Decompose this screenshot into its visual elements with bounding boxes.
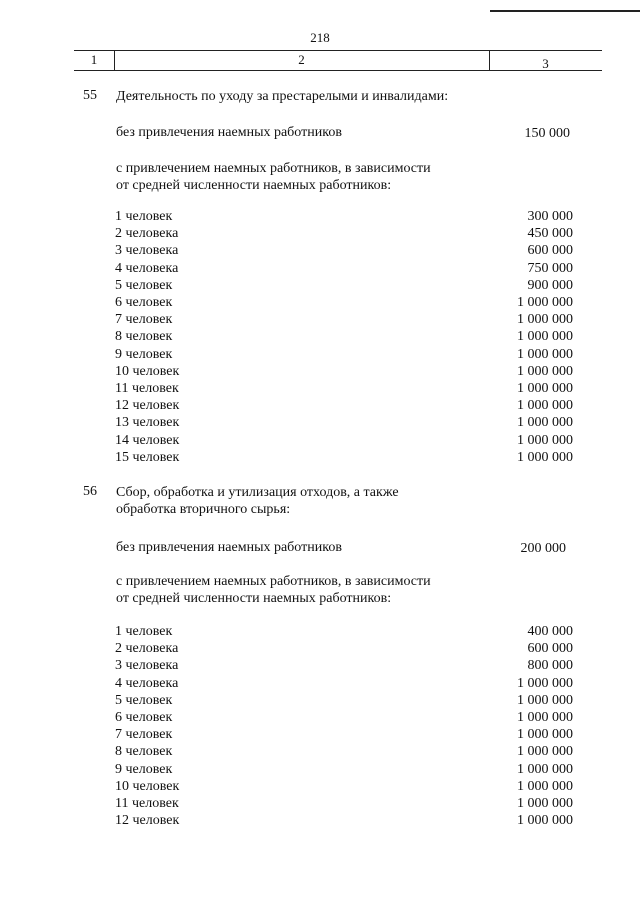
hired-intro: от средней численности наемных работников: (116, 591, 392, 606)
employee-count-label: 10 человек (115, 778, 180, 794)
hired-intro: с привлечением наемных работников, в зависимости (116, 574, 431, 589)
table-row (0, 676, 640, 693)
amount-value: 900 000 (527, 277, 573, 293)
table-row (0, 364, 640, 381)
amount-value: 1 000 000 (517, 710, 573, 725)
amount-value: 1 000 000 (517, 813, 573, 829)
header-top-border (74, 50, 602, 51)
amount-value: 1 000 000 (517, 398, 573, 414)
amount-value: 1 000 000 (517, 761, 573, 777)
employee-count-label: 8 человек (115, 329, 173, 345)
table-row (0, 693, 640, 710)
no-hired-label: без привлечения наемных работников (116, 125, 342, 140)
table-row (0, 398, 640, 415)
table-row (0, 226, 640, 243)
table-row (0, 641, 640, 658)
table-row (0, 796, 640, 813)
column-header-3: 3 (542, 56, 549, 71)
table-row (0, 295, 640, 312)
table-row (0, 261, 640, 278)
table-row (0, 381, 640, 398)
employee-count-label: 2 человека (115, 226, 179, 242)
table-row (0, 658, 640, 675)
column-header-2: 2 (298, 52, 305, 67)
amount-value: 1 000 000 (517, 312, 573, 328)
table-row (0, 450, 640, 467)
section-number: 56 (83, 484, 97, 499)
amount-value: 1 000 000 (517, 744, 573, 760)
column-header-1: 1 (90, 52, 98, 67)
employee-count-label: 7 человек (115, 727, 173, 743)
employee-count-label: 6 человек (115, 710, 173, 725)
employee-count-label: 1 человек (115, 624, 173, 639)
employee-count-label: 4 человека (115, 675, 179, 691)
table-row (0, 710, 640, 727)
amount-value: 450 000 (527, 226, 573, 242)
amount-value: 1 000 000 (517, 381, 573, 396)
table-row (0, 278, 640, 295)
employee-count-label: 12 человек (115, 813, 180, 829)
amount-value: 1 000 000 (517, 432, 573, 448)
section-number: 55 (83, 88, 97, 103)
table-row (0, 624, 640, 641)
amount-value: 600 000 (527, 641, 573, 657)
employee-count-label: 9 человек (115, 346, 173, 362)
amount-value: 1 000 000 (517, 415, 573, 431)
employee-count-label: 6 человек (115, 295, 173, 310)
amount-value: 1 000 000 (517, 346, 573, 362)
employee-count-label: 12 человек (115, 398, 180, 414)
table-row (0, 209, 640, 226)
employee-count-label: 14 человек (115, 432, 180, 448)
no-hired-amount: 150 000 (524, 126, 570, 141)
table-row (0, 347, 640, 364)
employee-count-label: 9 человек (115, 761, 173, 777)
table-row (0, 727, 640, 744)
amount-value: 800 000 (527, 658, 573, 674)
table-row (0, 433, 640, 450)
amount-value: 1 000 000 (517, 295, 573, 310)
amount-value: 1 000 000 (517, 675, 573, 691)
table-row (0, 779, 640, 796)
employee-count-label: 15 человек (115, 449, 180, 465)
employee-count-label: 3 человека (115, 658, 179, 674)
employee-count-label: 2 человека (115, 641, 179, 657)
employee-count-label: 5 человек (115, 692, 173, 708)
amount-value: 1 000 000 (517, 449, 573, 465)
section-title: обработка вторичного сырья: (116, 502, 291, 517)
amount-value: 1 000 000 (517, 329, 573, 345)
amount-value: 1 000 000 (517, 727, 573, 743)
employee-count-label: 11 человек (115, 796, 179, 811)
employee-count-label: 11 человек (115, 381, 179, 396)
table-row (0, 813, 640, 830)
employee-count-label: 7 человек (115, 312, 173, 328)
amount-value: 400 000 (527, 624, 573, 639)
corner-mark (490, 10, 640, 12)
section-title: Деятельность по уходу за престарелыми и инвалидами: (116, 89, 449, 104)
employee-count-label: 13 человек (115, 415, 180, 431)
employee-count-label: 4 человека (115, 260, 179, 276)
employee-count-label: 10 человек (115, 363, 180, 379)
no-hired-amount: 200 000 (520, 541, 566, 556)
amount-value: 750 000 (527, 260, 573, 276)
table-header (74, 50, 602, 72)
amount-value: 1 000 000 (517, 778, 573, 794)
amount-value: 300 000 (527, 209, 573, 224)
table-row (0, 762, 640, 779)
amount-value: 1 000 000 (517, 692, 573, 708)
table-row (0, 329, 640, 346)
table-row (0, 744, 640, 761)
employee-count-label: 1 человек (115, 209, 173, 224)
table-row (0, 243, 640, 260)
page-number: 218 (310, 30, 330, 45)
amount-value: 1 000 000 (517, 363, 573, 379)
table-row (0, 312, 640, 329)
employee-count-label: 8 человек (115, 744, 173, 760)
amount-value: 1 000 000 (517, 796, 573, 811)
amount-value: 600 000 (527, 243, 573, 259)
employee-count-label: 3 человека (115, 243, 179, 259)
employee-count-label: 5 человек (115, 277, 173, 293)
section-title: Сбор, обработка и утилизация отходов, а также (116, 485, 399, 500)
hired-intro: от средней численности наемных работников: (116, 178, 392, 193)
hired-intro: с привлечением наемных работников, в зависимости (116, 161, 431, 176)
table-row (0, 415, 640, 432)
no-hired-label: без привлечения наемных работников (116, 540, 342, 555)
